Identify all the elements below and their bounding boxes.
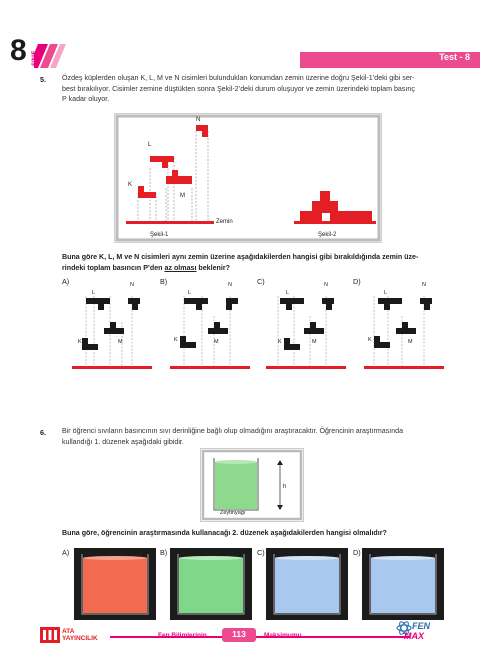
q5-text-line3: P kadar oluyor. (62, 95, 110, 103)
q5-text-line2: best bırakılıyor. Cisimler zemine düştükten sonra Şekil-2’deki durum oluşuyor ve zemin üzerindeki toplam basınç (62, 84, 415, 93)
ground-label: Zemin (216, 219, 233, 225)
fig1-caption: Şekil-1 (150, 232, 169, 238)
publisher-line2: YAYINCILIK (62, 635, 98, 642)
optD-M: M (408, 339, 413, 345)
fig1-label-L: L (148, 142, 152, 148)
grade-word: SINIF (32, 50, 38, 66)
q5-option-D-figure (362, 286, 446, 370)
grade-number: 8 (10, 34, 27, 67)
q6-option-D[interactable]: D) (353, 548, 361, 557)
optD-L: L (384, 290, 388, 296)
q5-ask-pre: rindeki toplam basıncın P’den (62, 263, 165, 272)
slogan-left: Fen Bilimlerinin (158, 632, 207, 639)
q5-option-D[interactable]: D) (353, 277, 361, 286)
optA-K: K (78, 339, 82, 345)
optC-K: K (278, 339, 282, 345)
setup1-h-label: h (283, 484, 287, 490)
slogan-right: Maksimumu (264, 632, 302, 639)
q5-ask-underline: az olması (164, 263, 197, 272)
q5-ask (62, 252, 462, 273)
optC-N: N (324, 282, 328, 288)
q6-option-A[interactable]: A) (62, 548, 70, 557)
optC-L: L (286, 290, 290, 296)
q5-text-line1: Özdeş küplerden oluşan K, L, M ve N cisimleri bulundukları konumdan zemin üzerine doğru Şekil-1’deki gibi ser- (62, 74, 415, 82)
q6-option-B-figure (170, 548, 252, 620)
setup1-liquid (215, 462, 257, 509)
footer-line (110, 636, 410, 638)
q6-option-D-figure (362, 548, 444, 620)
publisher-name (62, 628, 98, 642)
optB-K: K (174, 337, 178, 343)
grade-stripes-icon (34, 42, 86, 70)
q5-option-B-figure (168, 286, 252, 370)
q5-ask-post: beklenir? (196, 263, 230, 272)
optA-M: M (118, 339, 123, 345)
q5-figure (114, 113, 382, 243)
grade-badge (8, 34, 66, 70)
q5-option-A-figure (70, 286, 154, 370)
optD-N: N (422, 282, 426, 288)
q6-option-C[interactable]: C) (257, 548, 265, 557)
q6-ask: Buna göre, öğrencinin araştırmasında kullanacağı 2. düzenek aşağıdakilerden hangisi olmalıdır? (62, 529, 387, 537)
optD-K: K (368, 337, 372, 343)
q5-number: 5. (40, 75, 46, 84)
optB-L: L (188, 290, 192, 296)
q6-option-A-figure (74, 548, 156, 620)
optB-N: N (228, 282, 232, 288)
fig1-label-M: M (180, 193, 185, 199)
publisher-line1: ATA (62, 628, 75, 635)
q6-option-C-figure (266, 548, 348, 620)
fig1-ground (126, 221, 214, 224)
q6-text-line2: kullandığı 1. düzenek aşağıdaki gibidir. (62, 437, 184, 446)
ata-logo-icon (40, 627, 60, 643)
q5-ask-line2 (62, 263, 462, 274)
q6-setup1-figure (200, 448, 304, 522)
optA-L: L (92, 290, 96, 296)
brand-top: FEN (412, 621, 430, 631)
optC-M: M (312, 339, 317, 345)
optB-M: M (214, 339, 219, 345)
q5-text (62, 73, 462, 105)
fig1-label-K: K (128, 182, 133, 188)
setup1-liquid-label: Zeytinyağı (220, 510, 246, 516)
fig2-caption: Şekil-2 (318, 232, 337, 238)
q6-number: 6. (40, 428, 46, 437)
brand-bottom: MAX (404, 631, 424, 641)
q5-option-C-figure (264, 286, 348, 370)
q6-text-line1: Bir öğrenci sıvıların basıncının sıvı derinliğine bağlı olup olmadığını araştıracaktır. Öğrencinin araştırmasında (62, 427, 404, 435)
q5-option-A[interactable]: A) (62, 277, 70, 286)
q5-ask-line1: Buna göre K, L, M ve N cisimleri aynı zemin üzerine aşağıdakilerden hangisi gibi bırakıldığında zemin üze- (62, 253, 419, 261)
test-label: Test - 8 (439, 52, 470, 62)
q6-option-B[interactable]: B) (160, 548, 168, 557)
page-number: 113 (232, 629, 246, 639)
q6-text (62, 426, 462, 447)
optA-N: N (130, 282, 134, 288)
q5-option-B[interactable]: B) (160, 277, 168, 286)
fig1-label-N: N (196, 117, 201, 123)
q5-option-C[interactable]: C) (257, 277, 265, 286)
